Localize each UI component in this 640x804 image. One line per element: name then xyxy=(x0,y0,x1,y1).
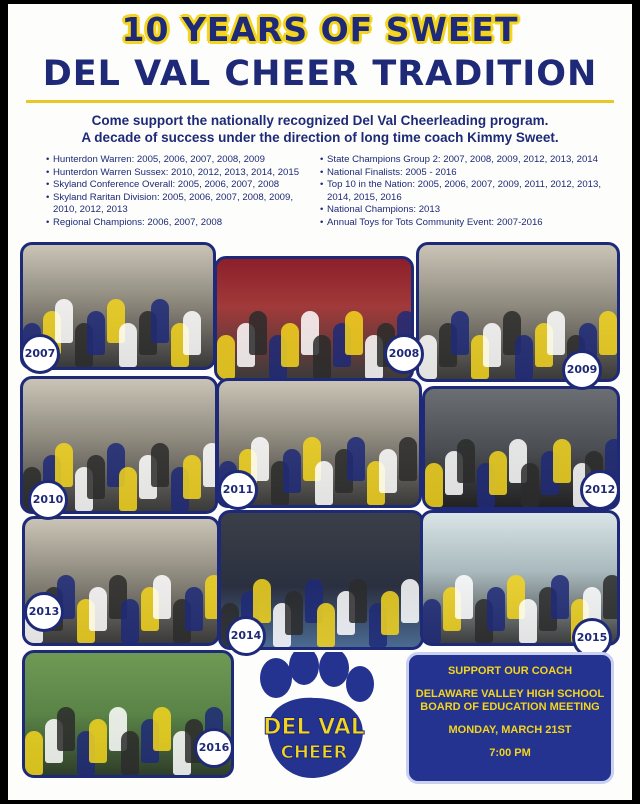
cheerleader-figure xyxy=(399,437,417,481)
achievement-item: • Top 10 in the Nation: 2005, 2006, 2007, 2009, 2011, 2012, 2013, 2014, 2015, 2016 xyxy=(320,179,612,204)
achievement-item: • Regional Champions: 2006, 2007, 2008 xyxy=(46,217,308,230)
achievements-right-list xyxy=(320,154,612,230)
cheerleader-figure xyxy=(313,335,331,379)
cheerleader-figure xyxy=(283,449,301,493)
cheerleader-figure xyxy=(317,603,335,647)
achievement-item: • Hunterdon Warren: 2005, 2006, 2007, 2008, 2009 xyxy=(46,154,308,167)
achievement-item: • Hunterdon Warren Sussex: 2010, 2012, 2013, 2014, 2015 xyxy=(46,167,308,180)
achievement-item: • Skyland Conference Overall: 2005, 2006, 2007, 2008 xyxy=(46,179,308,192)
achievement-item: • Skyland Raritan Division: 2005, 2006, 2007, 2008, 2009, 2010, 2012, 2013 xyxy=(46,192,308,217)
cheerleader-figure xyxy=(603,575,620,619)
headline-line-2: DEL VAL CHEER TRADITION xyxy=(42,54,598,94)
cheerleader-figure xyxy=(599,311,617,355)
achievement-item: • Annual Toys for Tots Community Event: 2007-2016 xyxy=(320,217,612,230)
cheerleader-figure xyxy=(119,323,137,367)
cheerleader-figure xyxy=(345,311,363,355)
cheerleader-figure xyxy=(455,575,473,619)
cheerleader-figure xyxy=(25,731,43,775)
team-photo-2008 xyxy=(214,256,414,382)
logo-text-del-val: DEL VAL xyxy=(263,715,365,740)
intro-text xyxy=(8,112,632,146)
cheerleader-figure xyxy=(423,599,441,643)
year-badge-2013: 2013 xyxy=(24,592,64,632)
cheerleader-figure xyxy=(121,731,139,775)
cheerleader-figure xyxy=(457,439,475,483)
cheerleader-figure xyxy=(315,461,333,505)
coach-box-time: 7:00 PM xyxy=(489,747,531,759)
cheerleader-figure xyxy=(153,707,171,751)
cheerleader-figure xyxy=(217,335,235,379)
cheerleader-figure xyxy=(251,437,269,481)
achievement-item: • National Finalists: 2005 - 2016 xyxy=(320,167,612,180)
year-badge-2011: 2011 xyxy=(218,470,258,510)
cheerleader-figure xyxy=(151,299,169,343)
cheerleader-figure xyxy=(151,443,169,487)
cheerleader-figure xyxy=(121,599,139,643)
cheerleader-figure xyxy=(153,575,171,619)
cheerleader-figure xyxy=(349,579,367,623)
cheerleader-figure xyxy=(553,439,571,483)
logo-text-cheer: CHEER xyxy=(280,742,348,763)
cheerleader-figure xyxy=(379,449,397,493)
cheerleader-figure xyxy=(55,443,73,487)
coach-box-date: MONDAY, MARCH 21ST xyxy=(448,724,572,736)
year-badge-2008: 2008 xyxy=(384,334,424,374)
cheerleader-figure xyxy=(249,311,267,355)
year-badge-2007: 2007 xyxy=(20,334,60,374)
cheerleader-figure xyxy=(347,437,365,481)
cheerleader-figure xyxy=(521,463,539,507)
cheerleader-figure xyxy=(87,455,105,499)
cheerleader-figure xyxy=(547,311,565,355)
intro-line-2: A decade of success under the direction of long time coach Kimmy Sweet. xyxy=(81,130,559,145)
cheerleader-figure xyxy=(489,451,507,495)
cheerleader-figure xyxy=(483,323,501,367)
cheerleader-figure xyxy=(55,299,73,343)
achievements-left-list xyxy=(46,154,308,230)
cheerleader-figure xyxy=(253,579,271,623)
cheerleader-figure xyxy=(401,579,419,623)
coach-box-heading: SUPPORT OUR COACH xyxy=(447,665,573,677)
cheerleader-figure xyxy=(451,311,469,355)
achievement-item: • National Champions: 2013 xyxy=(320,204,612,217)
divider xyxy=(26,100,614,103)
cheerleader-figure xyxy=(119,467,137,511)
cheerleader-figure xyxy=(183,311,201,355)
year-badge-2014: 2014 xyxy=(226,616,266,656)
cheerleader-figure xyxy=(551,575,569,619)
year-badge-2015: 2015 xyxy=(572,618,612,658)
coach-info-box xyxy=(406,652,614,784)
cheerleader-figure xyxy=(183,455,201,499)
cheerleader-figure xyxy=(519,599,537,643)
flyer xyxy=(8,4,632,800)
cheerleader-figure xyxy=(89,719,107,763)
cheerleader-figure xyxy=(57,707,75,751)
intro-line-1: Come support the nationally recognized Del Val Cheerleading program. xyxy=(91,113,549,128)
coach-box-venue: DELAWARE VALLEY HIGH SCHOOL BOARD OF EDUCATION MEETING xyxy=(415,688,605,713)
cheerleader-figure xyxy=(89,587,107,631)
cheerleader-figure xyxy=(87,311,105,355)
cheerleader-figure xyxy=(281,323,299,367)
cheerleader-figure xyxy=(515,335,533,379)
cheerleader-figure xyxy=(285,591,303,635)
achievement-item: • State Champions Group 2: 2007, 2008, 2009, 2012, 2013, 2014 xyxy=(320,154,612,167)
del-val-cheer-logo xyxy=(246,652,382,782)
year-badge-2016: 2016 xyxy=(194,728,234,768)
cheerleader-figure xyxy=(185,587,203,631)
cheerleader-figure xyxy=(425,463,443,507)
year-badge-2010: 2010 xyxy=(28,480,68,520)
cheerleader-figure xyxy=(381,591,399,635)
headline-line-1: 10 YEARS OF SWEET xyxy=(121,10,519,49)
cheerleader-figure xyxy=(487,587,505,631)
year-badge-2012: 2012 xyxy=(580,470,620,510)
year-badge-2009: 2009 xyxy=(562,350,602,390)
